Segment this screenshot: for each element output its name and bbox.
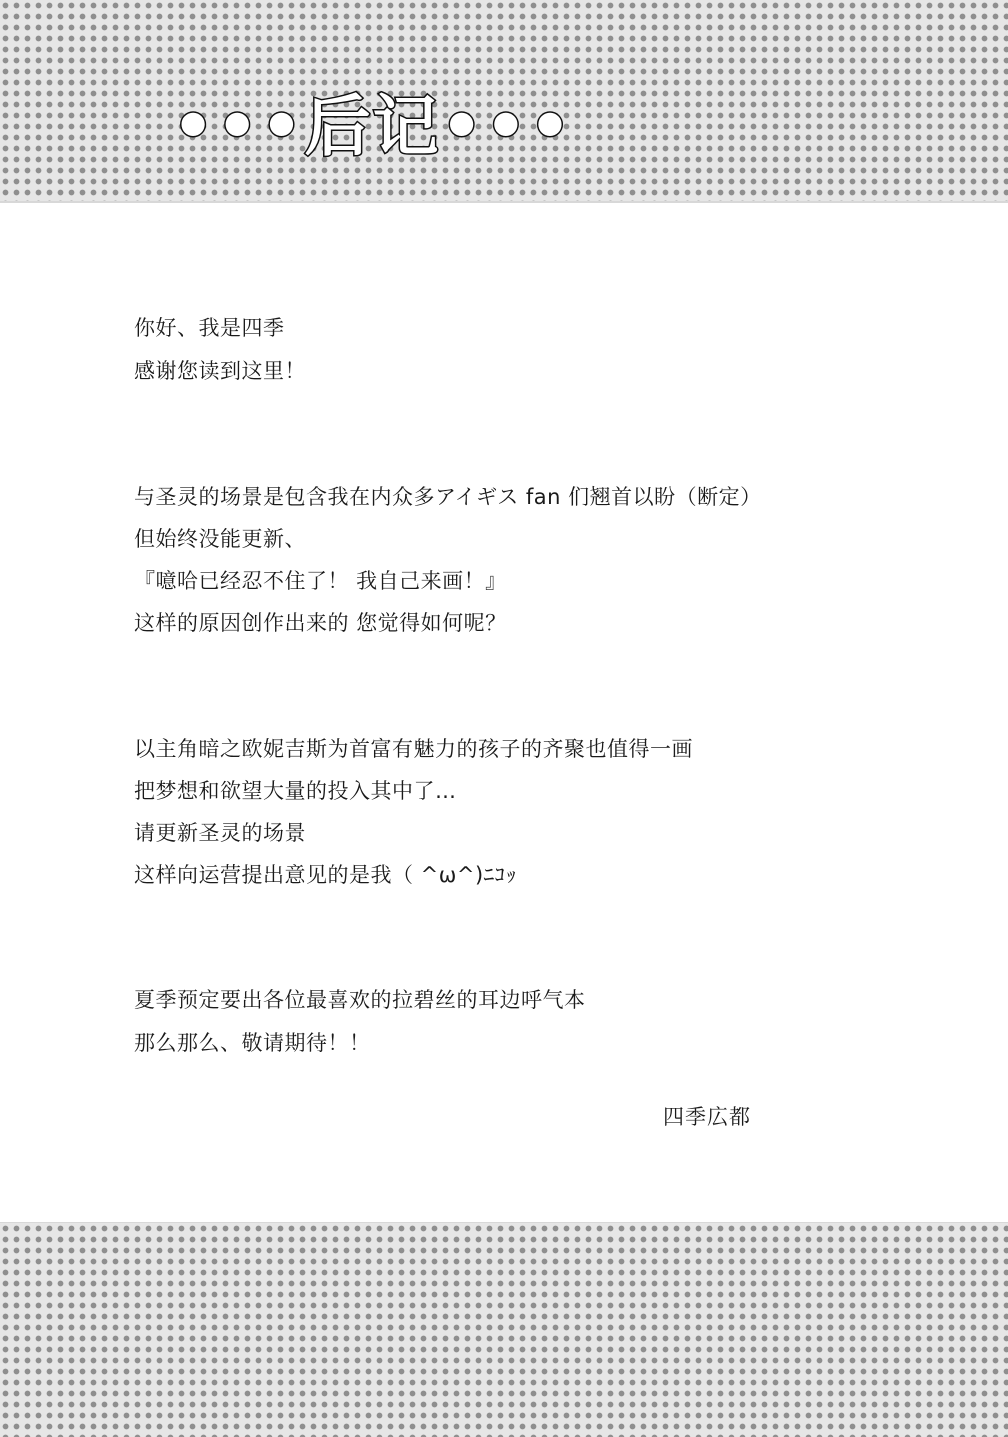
text-line: 感谢您读到这里！ bbox=[134, 359, 306, 383]
author-signature: 四季広都 bbox=[663, 1105, 751, 1129]
top-band-edge bbox=[0, 201, 1008, 203]
bottom-dot-pattern-band bbox=[0, 1223, 1008, 1437]
text-line: 『噫哈已经忍不住了！ 我自己来画！』 bbox=[134, 569, 507, 593]
text-line: 你好、我是四季 bbox=[134, 316, 285, 340]
text-line: 请更新圣灵的场景 bbox=[134, 821, 306, 845]
text-line: 这样向运营提出意见的是我（ ^ω^)ﾆｺｯ bbox=[134, 863, 517, 887]
page-title: •••后记••• bbox=[172, 87, 574, 165]
text-line: 与圣灵的场景是包含我在内众多アイギス fan 们翘首以盼（断定） bbox=[134, 485, 762, 509]
text-line: 那么那么、敬请期待！！ bbox=[134, 1031, 371, 1055]
text-line: 以主角暗之欧妮吉斯为首富有魅力的孩子的齐聚也值得一画 bbox=[134, 737, 693, 761]
text-line: 把梦想和欲望大量的投入其中了… bbox=[134, 779, 457, 803]
text-line: 但始终没能更新、 bbox=[134, 527, 306, 551]
text-line: 这样的原因创作出来的 您觉得如何呢？ bbox=[134, 611, 507, 635]
text-line: 夏季预定要出各位最喜欢的拉碧丝的耳边呼气本 bbox=[134, 988, 586, 1012]
